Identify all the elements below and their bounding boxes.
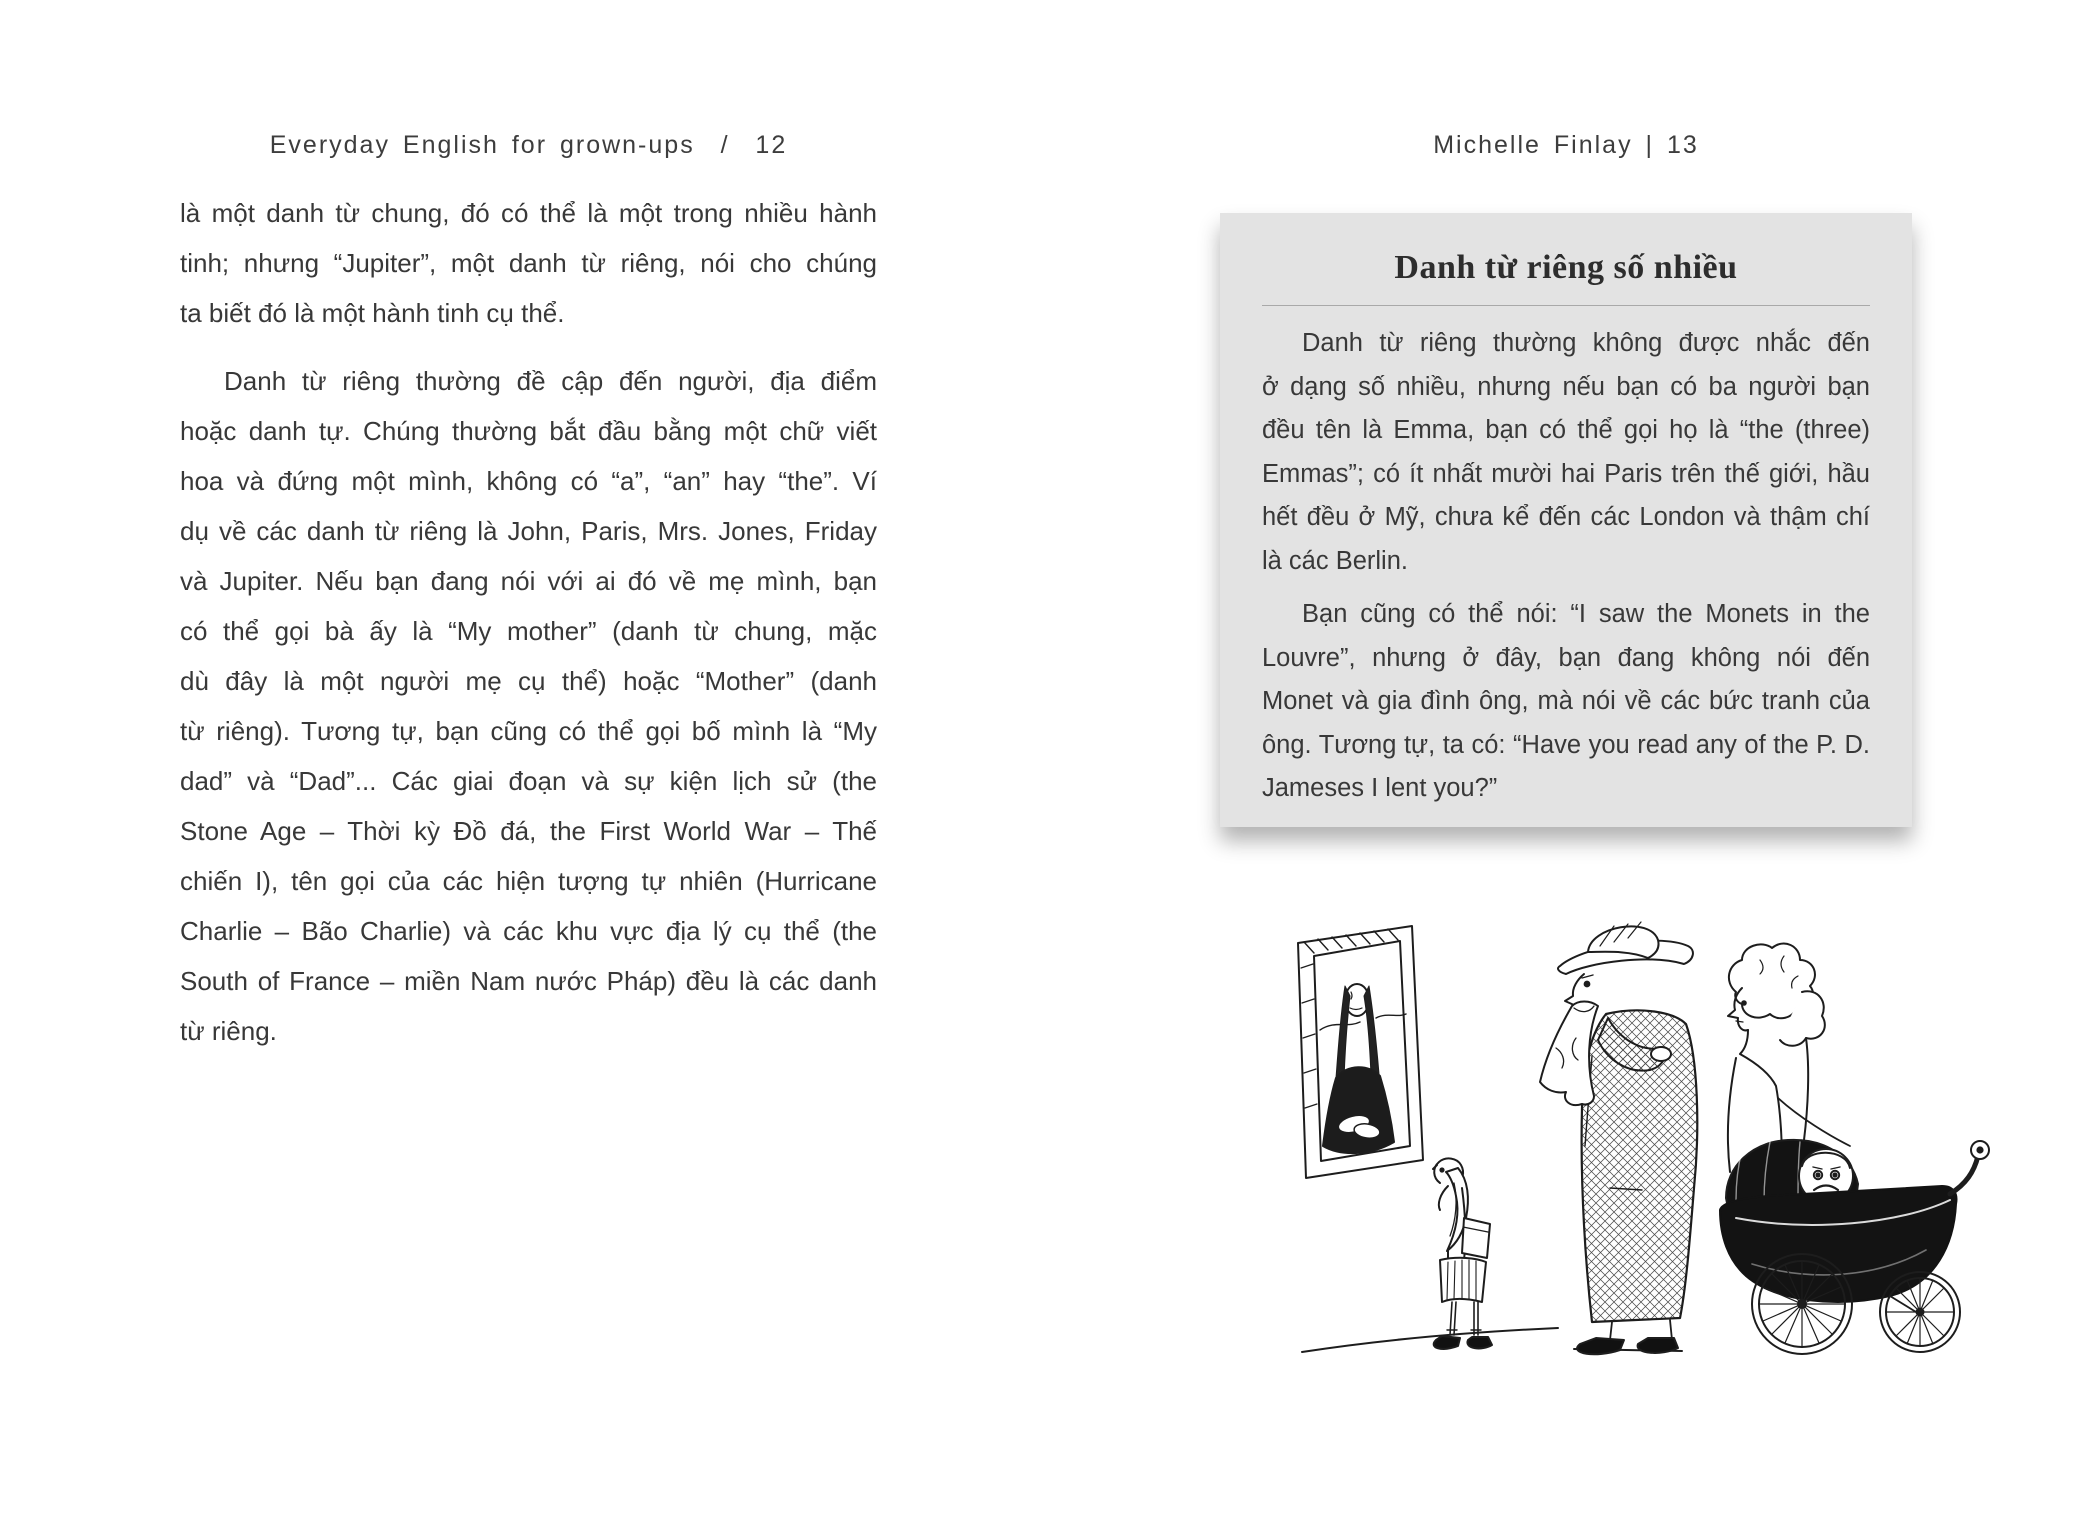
text-line: Charlie – Bão Charlie) và các khu vực địa lý cụ thể (the: [180, 916, 877, 946]
text-line: Jameses I lent you?”: [1262, 774, 1498, 802]
text-line: dad” và “Dad”... Các giai đoạn và sự kiện lịch sử (the: [180, 766, 877, 796]
text-line: từ riêng). Tương tự, bạn cũng có thể gọi bố mình là “My: [180, 716, 877, 746]
text-line: là một danh từ chung, đó có thể là một trong nhiều hành: [180, 198, 877, 228]
text-line: ở dạng số nhiều, nhưng nếu bạn có ba người bạn: [1262, 372, 1870, 401]
text-line: Monet và gia đình ông, mà nói về các bức tranh của: [1262, 687, 1870, 715]
text-line: Emmas”; có ít nhất mười hai Paris trên thế giới, hầu: [1262, 459, 1870, 488]
callout-box: [1220, 213, 1912, 827]
pram: [1720, 1140, 1989, 1354]
mona-lisa-painting: [1298, 926, 1423, 1178]
boy-figure: [1433, 1158, 1492, 1348]
text-line: đều tên là Emma, bạn có thể gọi họ là “the (three): [1262, 416, 1870, 444]
text-line: và Jupiter. Nếu bạn đang nói với ai đó về mẹ mình, bạn: [180, 566, 877, 596]
left-page-body: [180, 188, 877, 1056]
left-page-header: Everyday English for grown-ups / 12: [269, 131, 788, 159]
text-line: Bạn cũng có thể nói: “I saw the Monets in the: [1302, 600, 1870, 628]
text-line: dụ về các danh từ riêng là John, Paris, Mrs. Jones, Friday: [180, 516, 877, 546]
text-line: từ riêng.: [180, 1016, 277, 1046]
text-line: là các Berlin.: [1262, 546, 1408, 575]
illustration-louvre-cartoon: [1290, 888, 1990, 1358]
pram-wheel-small: [1880, 1272, 1960, 1352]
paragraph: [1262, 593, 1870, 811]
text-line: tinh; nhưng “Jupiter”, một danh từ riêng, nói cho chúng: [180, 248, 877, 278]
pram-wheel-large: [1752, 1254, 1852, 1354]
paragraph: [180, 188, 877, 338]
text-line: hoặc danh tự. Chúng thường bắt đầu bằng một chữ viết: [180, 416, 877, 446]
text-line: có thể gọi bà ấy là “My mother” (danh từ chung, mặc: [180, 616, 877, 646]
text-line: hết đều ở Mỹ, chưa kể đến các London và thậm chí: [1262, 503, 1870, 531]
text-line: Danh từ riêng thường không được nhắc đến: [1302, 329, 1870, 357]
text-line: South of France – miền Nam nước Pháp) đều là các danh: [180, 966, 877, 996]
text-line: ông. Tương tự, ta có: “Have you read any of the P. D.: [1262, 730, 1870, 759]
text-line: hoa và đứng một mình, không có “a”, “an” hay “the”. Ví: [180, 466, 877, 496]
right-page-header: Michelle Finlay | 13: [1433, 131, 1699, 159]
text-line: dù đây là một người mẹ cụ thể) hoặc “Mother” (danh: [180, 666, 877, 696]
man-figure: [1540, 922, 1697, 1354]
woman-figure: [1728, 944, 1850, 1172]
paragraph: [1262, 322, 1870, 583]
text-line: Louvre”, nhưng ở đây, bạn đang không nói đến: [1262, 643, 1870, 672]
text-line: ta biết đó là một hành tinh cụ thể.: [180, 298, 565, 328]
callout-divider: [1262, 305, 1870, 306]
callout-body: [1262, 322, 1870, 811]
text-line: Stone Age – Thời kỳ Đồ đá, the First World War – Thế: [180, 816, 877, 846]
callout-title: Danh từ riêng số nhiều: [1394, 249, 1738, 286]
text-line: Danh từ riêng thường đề cập đến người, địa điểm: [224, 366, 877, 396]
text-line: chiến I), tên gọi của các hiện tượng tự nhiên (Hurricane: [180, 866, 877, 896]
paragraph: [180, 356, 877, 1056]
